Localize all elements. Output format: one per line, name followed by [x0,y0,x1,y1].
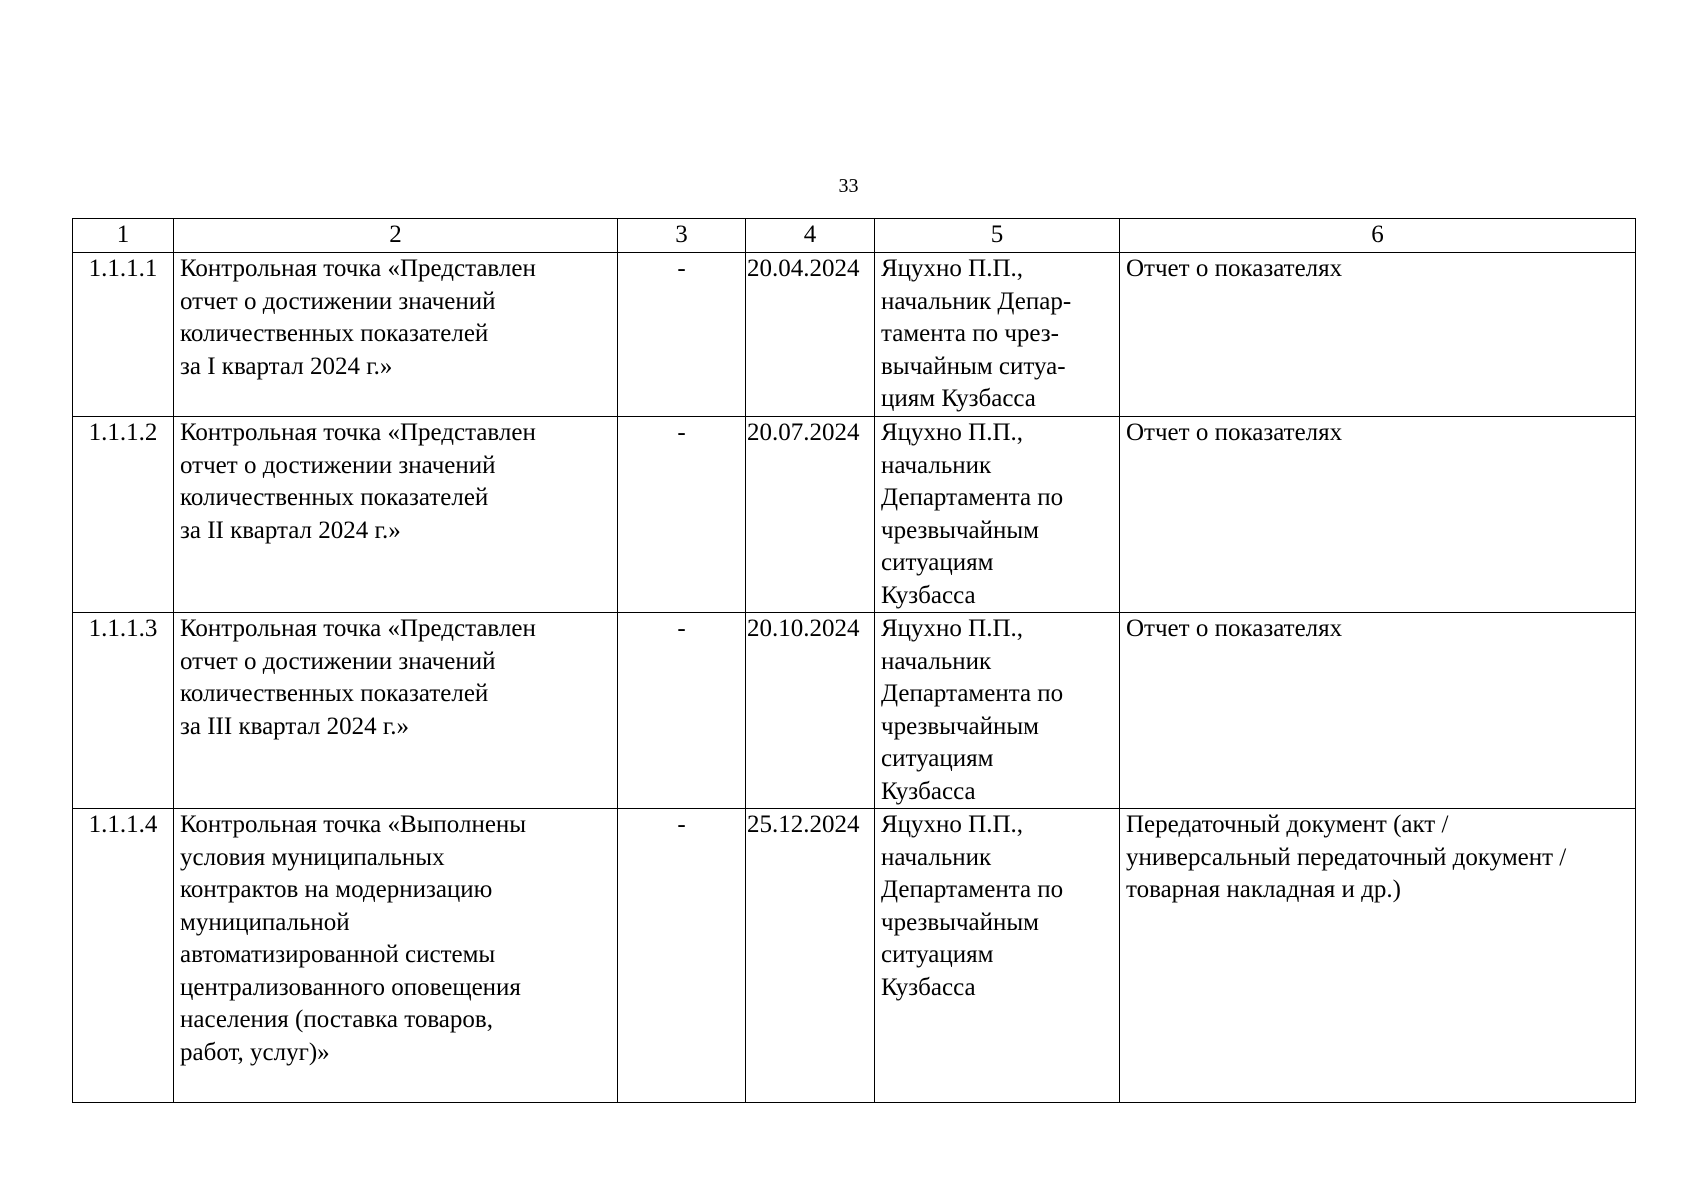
item-date: 20.07.2024 [746,417,875,613]
column-header: 5 [875,219,1120,253]
table-row [73,253,1636,417]
item-responsible: Яцухно П.П., начальник Департамента по чрезвычайным ситуациям Кузбасса [875,809,1120,1103]
item-title: Контрольная точка «Представлен отчет о достижении значений количественных показателей за II квартал 2024 г.» [174,417,618,613]
item-date: 20.10.2024 [746,613,875,809]
page-number: 33 [838,175,859,197]
item-date: 20.04.2024 [746,253,875,417]
control-points-table [72,218,1636,1103]
item-col3: - [618,809,746,1103]
column-header: 3 [618,219,746,253]
item-responsible: Яцухно П.П., начальник Департамента по чрезвычайным ситуациям Кузбасса [875,417,1120,613]
item-number: 1.1.1.4 [73,809,174,1103]
table-row [73,613,1636,809]
item-title: Контрольная точка «Выполнены условия муниципальных контрактов на модернизацию муниципальной автоматизированной системы централизованного оповещения населения (поставка товаров, работ, услуг)» [174,809,618,1103]
item-col3: - [618,253,746,417]
table-row [73,417,1636,613]
item-document: Отчет о показателях [1120,253,1636,417]
item-responsible: Яцухно П.П., начальник Депар- тамента по чрез- вычайным ситуа- циям Кузбасса [875,253,1120,417]
column-header: 2 [174,219,618,253]
item-col3: - [618,613,746,809]
item-number: 1.1.1.1 [73,253,174,417]
column-number-row [73,219,1636,253]
table-row [73,809,1636,1103]
item-number: 1.1.1.3 [73,613,174,809]
column-header: 4 [746,219,875,253]
item-number: 1.1.1.2 [73,417,174,613]
item-col3: - [618,417,746,613]
item-responsible: Яцухно П.П., начальник Департамента по чрезвычайным ситуациям Кузбасса [875,613,1120,809]
item-title: Контрольная точка «Представлен отчет о достижении значений количественных показателей за I квартал 2024 г.» [174,253,618,417]
item-document: Отчет о показателях [1120,613,1636,809]
item-date: 25.12.2024 [746,809,875,1103]
item-title: Контрольная точка «Представлен отчет о достижении значений количественных показателей за III квартал 2024 г.» [174,613,618,809]
item-document: Отчет о показателях [1120,417,1636,613]
item-document: Передаточный документ (акт / универсальный передаточный документ / товарная накладная и др.) [1120,809,1636,1103]
column-header: 6 [1120,219,1636,253]
column-header: 1 [73,219,174,253]
